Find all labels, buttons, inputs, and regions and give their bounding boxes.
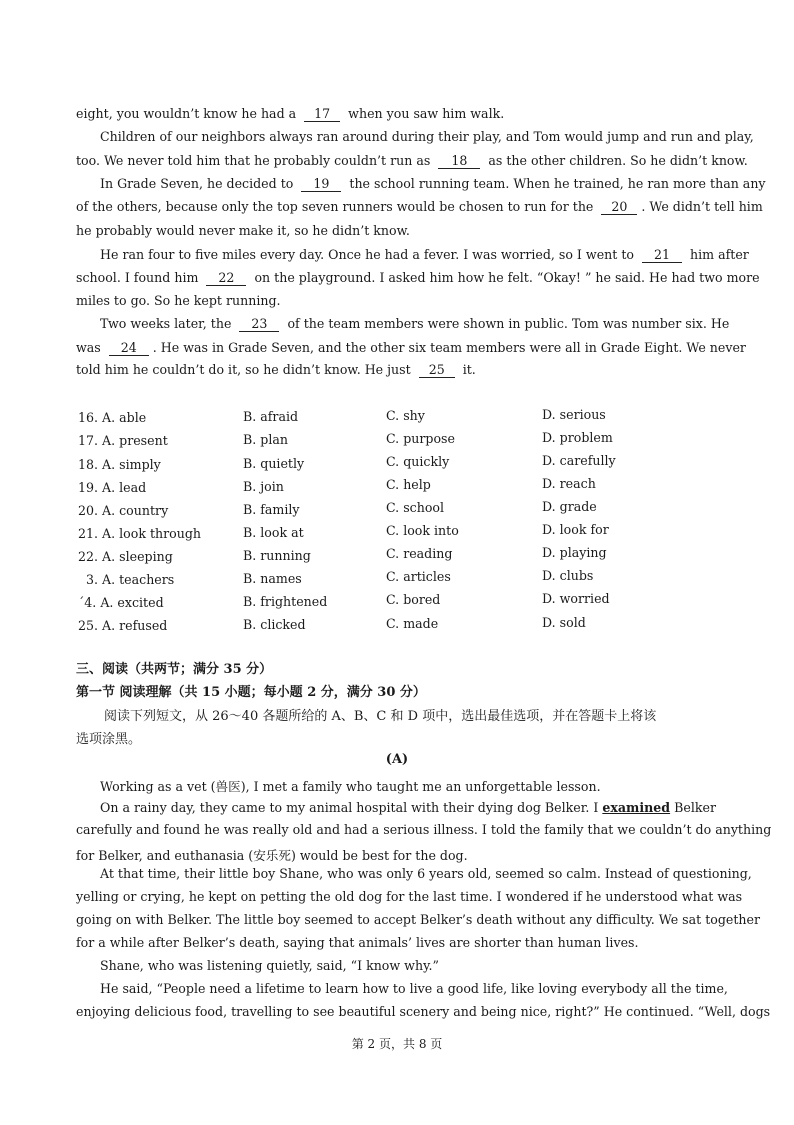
page-footer: 第 2 页，共 8 页	[351, 1037, 443, 1051]
section-title: 三、阅读（共两节；满分 35 分）	[76, 662, 273, 677]
passage-line: he probably would never make it, so he didn’t know.	[76, 223, 410, 238]
option-c: C. look into	[386, 523, 459, 538]
option-a: 16. A. able	[78, 410, 147, 425]
option-b: B. afraid	[243, 409, 299, 424]
passage-line	[76, 106, 676, 122]
option-d: D. clubs	[542, 568, 594, 583]
reading-line: yelling or crying, he kept on petting the old dog for the last time. I wondered if he understood what was	[76, 889, 743, 904]
blank-18: 18	[438, 153, 480, 169]
reading-line: going on with Belker. The little boy seemed to accept Belker’s death without any difficulty. We sat together	[76, 912, 761, 927]
option-b: B. quietly	[243, 456, 305, 471]
option-d: D. worried	[542, 591, 610, 606]
option-d: D. playing	[542, 545, 607, 560]
option-b: B. look at	[243, 525, 304, 540]
text: of the others, because only the top seven runners would be chosen to run for the	[76, 199, 594, 214]
option-a: 18. A. simply	[78, 457, 161, 472]
passage-line	[76, 199, 763, 215]
text: him after	[690, 247, 749, 262]
text: as the other children. So he didn’t know.	[488, 153, 748, 168]
blank-21: 21	[642, 247, 682, 263]
text: it.	[462, 362, 476, 377]
text: of the team members were shown in public. Tom was number six. He	[287, 316, 730, 331]
passage-line	[76, 362, 676, 378]
option-b: B. plan	[243, 432, 288, 447]
option-d: D. grade	[542, 499, 597, 514]
blank-24: 24	[109, 340, 149, 356]
text: school. I found him	[76, 270, 199, 285]
text: on the playground. I asked him how he felt. “Okay! ” he said. He had two more	[254, 270, 760, 285]
passage-line	[76, 153, 748, 169]
reading-line: Working as a vet (兽医), I met a family who taught me an unforgettable lesson.	[100, 779, 601, 794]
instructions: 阅读下列短文，从 26～40 各题所给的 A、B、C 和 D 项中，选出最佳选项，并在答题卡上将该	[104, 709, 657, 724]
passage-line	[76, 270, 760, 286]
option-d: D. serious	[542, 407, 606, 422]
reading-line: Shane, who was listening quietly, said, “I know why.”	[100, 958, 439, 973]
option-b: B. clicked	[243, 617, 306, 632]
passage-line	[100, 316, 730, 332]
reading-line: for Belker, and euthanasia (安乐死) would be best for the dog.	[76, 848, 468, 863]
reading-line: He said, “People need a lifetime to learn how to live a good life, like loving everybody all the time,	[100, 981, 728, 996]
text: . We didn’t tell him	[641, 199, 763, 214]
passage-line: miles to go. So he kept running.	[76, 293, 281, 308]
option-a: 19. A. lead	[78, 480, 147, 495]
reading-line: carefully and found he was really old and had a serious illness. I told the family that we couldn’t do anything	[76, 822, 772, 837]
option-a: ´4. A. excited	[78, 595, 164, 610]
option-c: C. reading	[386, 546, 453, 561]
text: too. We never told him that he probably couldn’t run as	[76, 153, 431, 168]
option-d: D. sold	[542, 615, 586, 630]
option-c: C. purpose	[386, 431, 455, 446]
option-c: C. help	[386, 477, 431, 492]
blank-22: 22	[206, 270, 246, 286]
option-c: C. quickly	[386, 454, 450, 469]
option-c: C. made	[386, 616, 439, 631]
option-c: C. school	[386, 500, 445, 515]
option-b: B. family	[243, 502, 300, 517]
option-c: C. bored	[386, 592, 441, 607]
option-a: 17. A. present	[78, 433, 168, 448]
passage-label: (A)	[385, 752, 409, 767]
section-subtitle: 第一节 阅读理解（共 15 小题；每小题 2 分，满分 30 分）	[76, 685, 426, 700]
option-c: C. shy	[386, 408, 425, 423]
option-b: B. join	[243, 479, 284, 494]
text: In Grade Seven, he decided to	[100, 176, 294, 191]
option-a: 20. A. country	[78, 503, 169, 518]
passage-line: Children of our neighbors always ran around during their play, and Tom would jump and run and play,	[100, 129, 754, 144]
option-d: D. carefully	[542, 453, 616, 468]
blank-23: 23	[239, 316, 279, 332]
reading-line: for a while after Belker’s death, saying that animals’ lives are shorter than human lives.	[76, 935, 639, 950]
reading-line: enjoying delicious food, travelling to see beautiful scenery and being nice, right?” He continued. “Well, dogs	[76, 1004, 771, 1019]
text: when you saw him walk.	[348, 106, 505, 121]
option-a: 3. A. teachers	[86, 572, 175, 587]
text: Two weeks later, the	[100, 316, 232, 331]
text: the school running team. When he trained, he ran more than any	[349, 176, 766, 191]
passage-line	[76, 340, 746, 356]
option-d: D. problem	[542, 430, 613, 445]
underlined-word: examined	[602, 800, 671, 815]
instructions: 选项涂黑。	[76, 732, 142, 747]
option-b: B. running	[243, 548, 311, 563]
passage-line	[100, 247, 749, 263]
blank-20: 20	[601, 199, 637, 215]
option-b: B. frightened	[243, 594, 328, 609]
text: On a rainy day, they came to my animal hospital with their dying dog Belker. I	[100, 800, 599, 815]
reading-line	[100, 800, 716, 815]
text: . He was in Grade Seven, and the other six team members were all in Grade Eight. We never	[152, 340, 746, 355]
blank-19: 19	[301, 176, 341, 192]
reading-line: At that time, their little boy Shane, who was only 6 years old, seemed so calm. Instead of questioning,	[100, 866, 752, 881]
text: He ran four to five miles every day. Once he had a fever. I was worried, so I went to	[100, 247, 634, 262]
text: eight, you wouldn’t know he had a	[76, 106, 297, 121]
option-a: 22. A. sleeping	[78, 549, 173, 564]
option-a: 25. A. refused	[78, 618, 168, 633]
option-a: 21. A. look through	[78, 526, 202, 541]
text: was	[76, 340, 101, 355]
passage-line	[100, 176, 766, 192]
option-d: D. reach	[542, 476, 596, 491]
text: Belker	[674, 800, 716, 815]
option-c: C. articles	[386, 569, 451, 584]
blank-17: 17	[304, 106, 340, 122]
blank-25: 25	[419, 362, 455, 378]
option-b: B. names	[243, 571, 302, 586]
text: told him he couldn’t do it, so he didn’t know. He just	[76, 362, 411, 377]
option-d: D. look for	[542, 522, 609, 537]
